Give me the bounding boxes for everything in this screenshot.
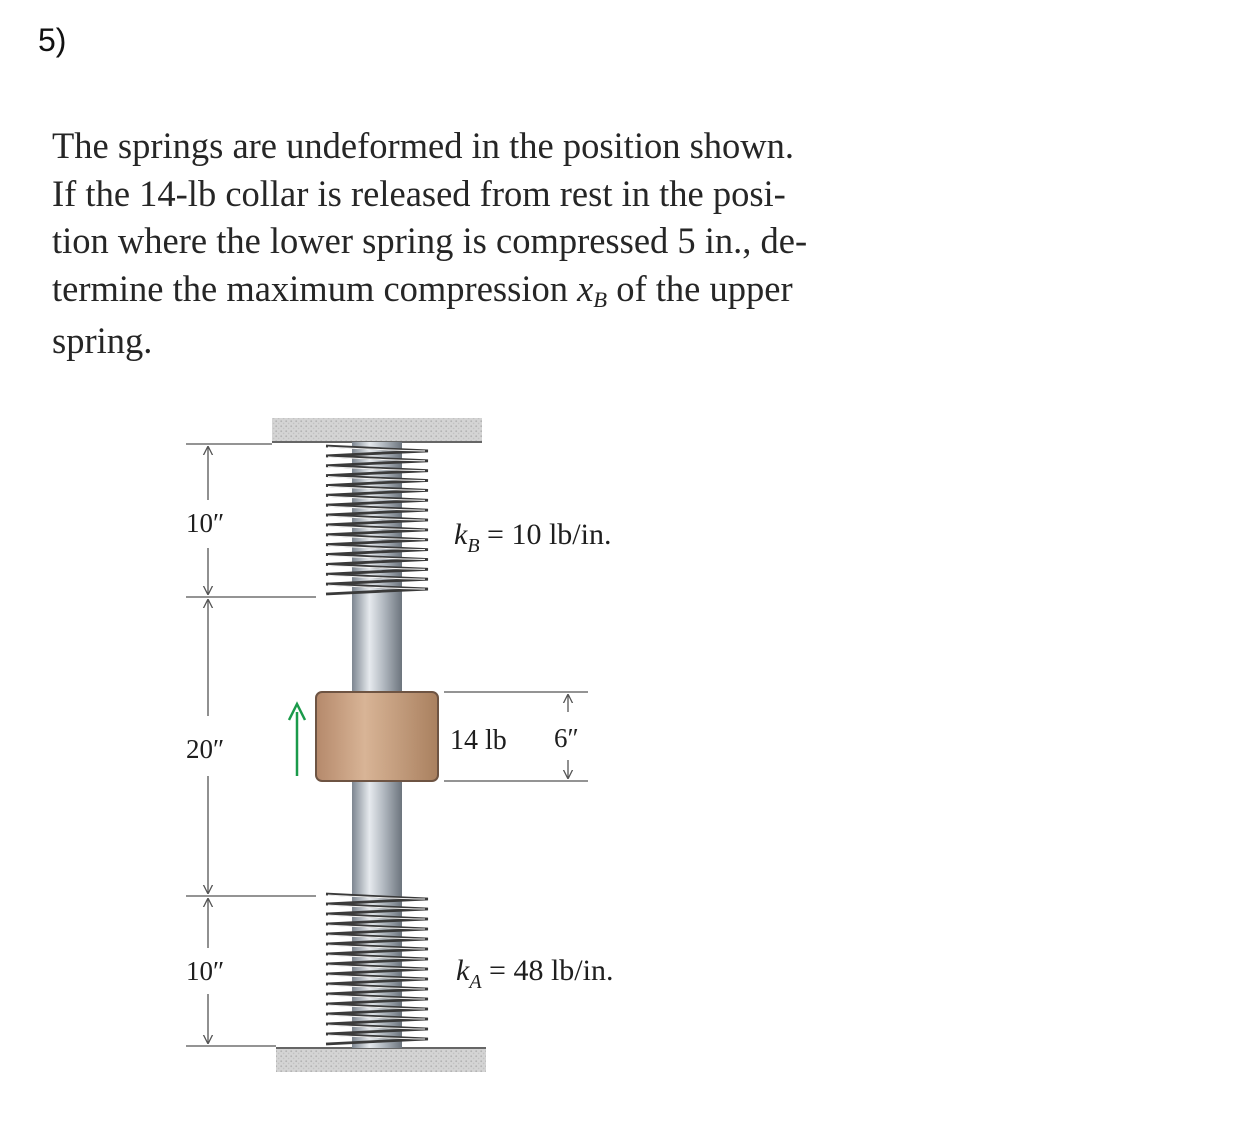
- top-support: [272, 418, 482, 442]
- collar-height-label: 6″: [554, 723, 579, 753]
- ka-value: = 48 lb/in.: [481, 954, 614, 987]
- problem-line-3: tion where the lower spring is compressed 5 in., de-: [52, 220, 808, 261]
- variable-x: x: [577, 267, 594, 309]
- kb-subscript: B: [467, 535, 480, 557]
- dim-bottom-label: 10″: [186, 956, 225, 986]
- problem-line-1: The springs are undeformed in the position shown.: [52, 125, 795, 166]
- bottom-support: [276, 1048, 486, 1072]
- ka-symbol: k: [456, 954, 470, 987]
- kb-symbol: k: [454, 518, 468, 551]
- collar: [316, 692, 438, 781]
- dim-top-label: 10″: [186, 508, 225, 538]
- problem-line-2: If the 14-lb collar is released from rest in the posi-: [52, 172, 786, 214]
- dim-middle-label: 20″: [186, 734, 225, 764]
- upper-spring-label: [454, 518, 611, 557]
- line-4-start: termine the maximum compression: [52, 267, 578, 309]
- problem-line-5: spring.: [52, 320, 153, 361]
- ka-subscript: A: [469, 971, 482, 993]
- kb-value: = 10 lb/in.: [479, 518, 612, 551]
- collar-weight-label: 14 lb: [450, 725, 507, 756]
- lower-spring-label: [456, 954, 613, 993]
- question-number: 5): [38, 22, 67, 58]
- variable-subscript: B: [593, 286, 608, 312]
- line-4-end: of the upper: [607, 267, 793, 309]
